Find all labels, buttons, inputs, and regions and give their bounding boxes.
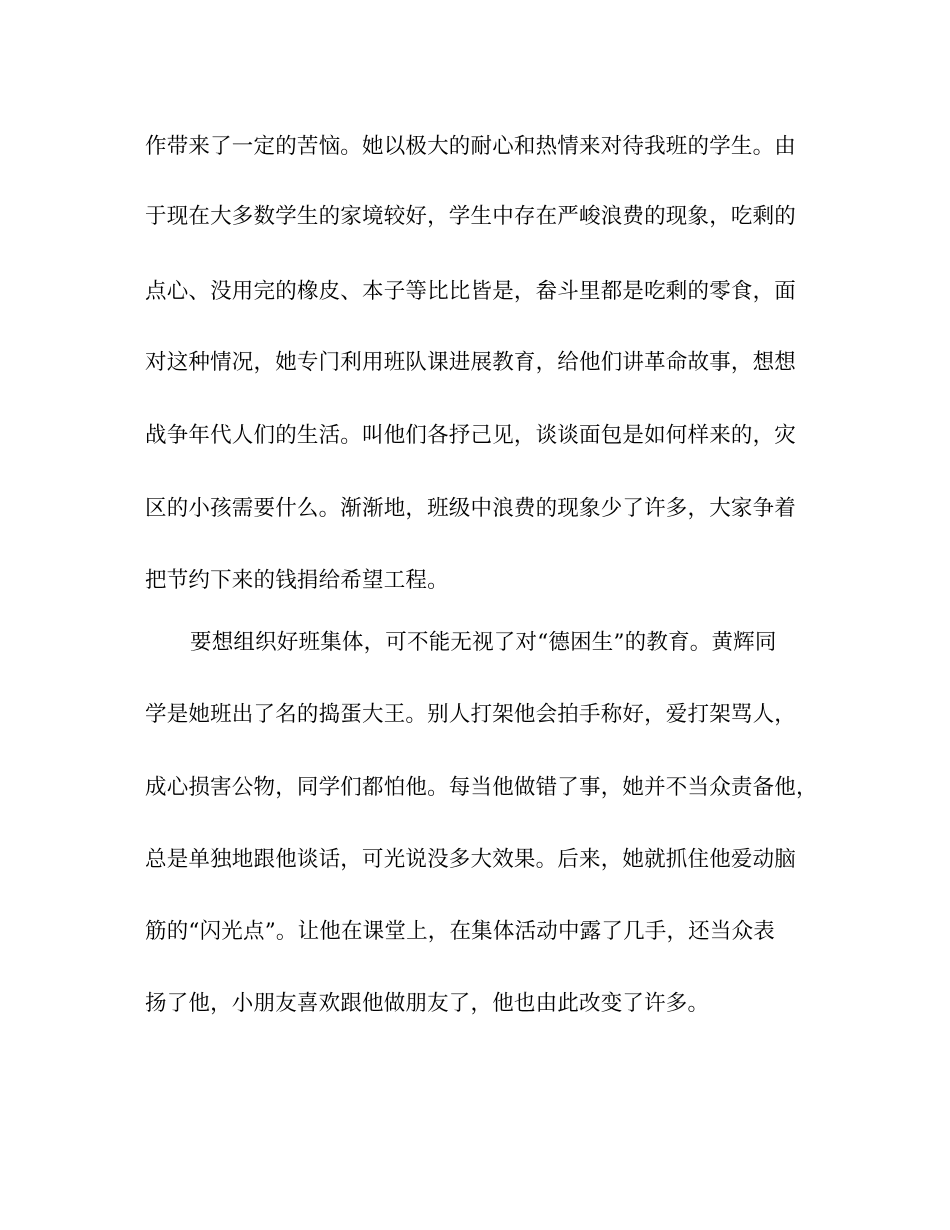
text-line: 要想组织好班集体，可不能无视了对“德困生”的教育。黄辉同 xyxy=(190,630,777,655)
text-line: 对这种情况，她专门利用班队课进展教育，给他们讲革命故事，想想 xyxy=(145,350,797,375)
text-line: 总是单独地跟他谈话，可光说没多大效果。后来，她就抓住他爱动脑 xyxy=(145,847,797,872)
text-line: 扬了他，小朋友喜欢跟他做朋友了，他也由此改变了许多。 xyxy=(145,991,710,1016)
text-line: 于现在大多数学生的家境较好，学生中存在严峻浪费的现象，吃剩的 xyxy=(145,204,797,229)
text-line: 作带来了一定的苦恼。她以极大的耐心和热情来对待我班的学生。由 xyxy=(145,134,797,159)
text-line: 把节约下来的钱捐给希望工程。 xyxy=(145,568,449,593)
text-line: 点心、没用完的橡皮、本子等比比皆是，畚斗里都是吃剩的零食，面 xyxy=(145,279,797,304)
text-line: 筋的“闪光点”。让他在课堂上，在集体活动中露了几手，还当众表 xyxy=(145,919,775,944)
text-line: 学是她班出了名的捣蛋大王。别人打架他会拍手称好，爱打架骂人， xyxy=(145,702,797,727)
text-line: 区的小孩需要什么。渐渐地，班级中浪费的现象少了许多，大家争着 xyxy=(145,496,797,521)
text-line: 成心损害公物，同学们都怕他。每当他做错了事，她并不当众责备他， xyxy=(145,775,818,800)
text-line: 战争年代人们的生活。叫他们各抒己见，谈谈面包是如何样来的，灾 xyxy=(145,423,797,448)
